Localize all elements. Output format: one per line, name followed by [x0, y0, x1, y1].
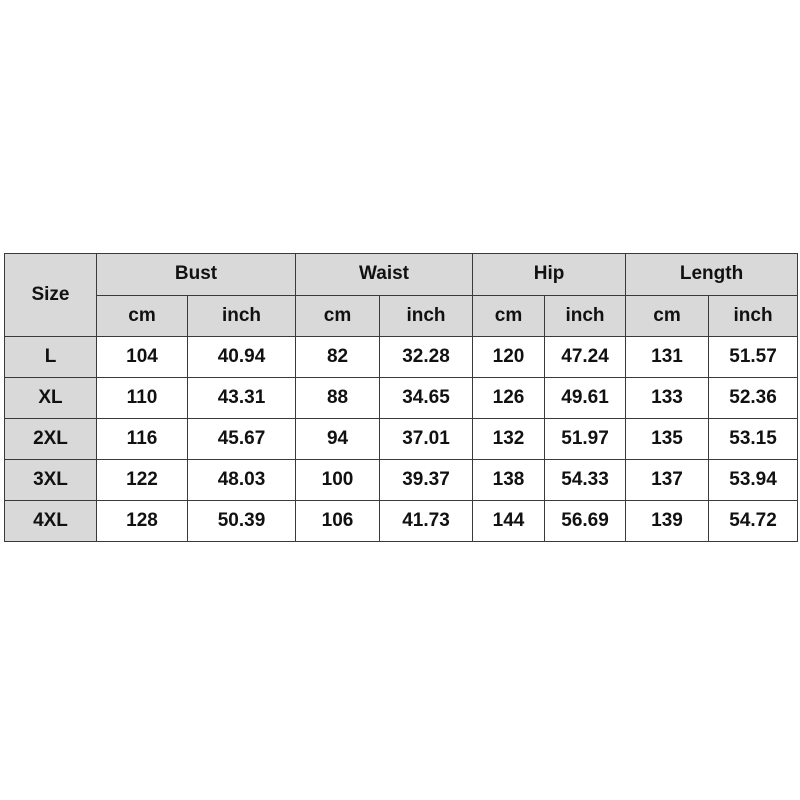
- length-cm-cell: 135: [626, 419, 709, 460]
- waist-inch-cell: 34.65: [380, 378, 473, 419]
- length-cm-cell: 139: [626, 501, 709, 542]
- bust-inch-cell: 50.39: [188, 501, 296, 542]
- hip-inch-cell: 47.24: [545, 337, 626, 378]
- hip-cm-cell: 120: [473, 337, 545, 378]
- waist-inch-cell: 37.01: [380, 419, 473, 460]
- length-cm-cell: 133: [626, 378, 709, 419]
- length-inch-cell: 54.72: [709, 501, 798, 542]
- hip-inch-header: inch: [545, 295, 626, 337]
- size-column-header: Size: [5, 254, 97, 337]
- length-inch-cell: 52.36: [709, 378, 798, 419]
- hip-cm-cell: 132: [473, 419, 545, 460]
- length-header: Length: [626, 254, 798, 296]
- waist-cm-header: cm: [296, 295, 380, 337]
- waist-inch-cell: 32.28: [380, 337, 473, 378]
- bust-inch-cell: 43.31: [188, 378, 296, 419]
- table-row: [5, 501, 798, 542]
- size-label: 4XL: [5, 501, 97, 542]
- hip-inch-cell: 49.61: [545, 378, 626, 419]
- waist-inch-cell: 41.73: [380, 501, 473, 542]
- waist-inch-cell: 39.37: [380, 460, 473, 501]
- hip-cm-cell: 126: [473, 378, 545, 419]
- bust-cm-cell: 116: [97, 419, 188, 460]
- table-row: [5, 419, 798, 460]
- bust-inch-cell: 45.67: [188, 419, 296, 460]
- length-cm-cell: 131: [626, 337, 709, 378]
- bust-cm-cell: 110: [97, 378, 188, 419]
- table-row: [5, 378, 798, 419]
- hip-inch-cell: 51.97: [545, 419, 626, 460]
- length-inch-cell: 51.57: [709, 337, 798, 378]
- length-cm-cell: 137: [626, 460, 709, 501]
- waist-cm-cell: 94: [296, 419, 380, 460]
- hip-inch-cell: 54.33: [545, 460, 626, 501]
- hip-cm-cell: 138: [473, 460, 545, 501]
- size-chart-table: [4, 253, 798, 542]
- length-inch-cell: 53.15: [709, 419, 798, 460]
- size-label: 3XL: [5, 460, 97, 501]
- waist-cm-cell: 100: [296, 460, 380, 501]
- hip-cm-cell: 144: [473, 501, 545, 542]
- bust-cm-header: cm: [97, 295, 188, 337]
- bust-inch-cell: 48.03: [188, 460, 296, 501]
- waist-header: Waist: [296, 254, 473, 296]
- bust-cm-cell: 122: [97, 460, 188, 501]
- size-label: XL: [5, 378, 97, 419]
- length-inch-header: inch: [709, 295, 798, 337]
- group-header-row: [5, 254, 798, 296]
- length-inch-cell: 53.94: [709, 460, 798, 501]
- size-label: 2XL: [5, 419, 97, 460]
- bust-header: Bust: [97, 254, 296, 296]
- waist-cm-cell: 82: [296, 337, 380, 378]
- table-row: [5, 337, 798, 378]
- waist-inch-header: inch: [380, 295, 473, 337]
- waist-cm-cell: 106: [296, 501, 380, 542]
- length-cm-header: cm: [626, 295, 709, 337]
- waist-cm-cell: 88: [296, 378, 380, 419]
- bust-inch-cell: 40.94: [188, 337, 296, 378]
- hip-header: Hip: [473, 254, 626, 296]
- size-label: L: [5, 337, 97, 378]
- table-row: [5, 460, 798, 501]
- bust-cm-cell: 104: [97, 337, 188, 378]
- hip-inch-cell: 56.69: [545, 501, 626, 542]
- hip-cm-header: cm: [473, 295, 545, 337]
- bust-inch-header: inch: [188, 295, 296, 337]
- bust-cm-cell: 128: [97, 501, 188, 542]
- unit-header-row: [5, 295, 798, 337]
